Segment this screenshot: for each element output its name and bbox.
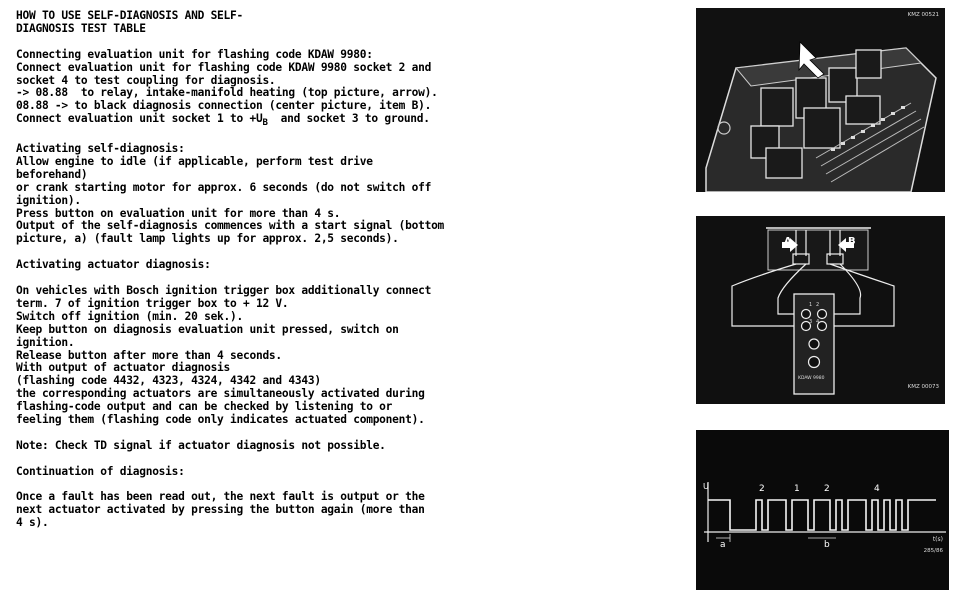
text-line [16,517,496,530]
text-line-content: (flashing code 4432, 4323, 4324, 4342 and 4343) [16,374,321,388]
x-axis-label: t(s) [932,536,943,543]
pin-label: 3 [809,319,813,325]
pulse-count-label: 2 [824,484,830,494]
text-line-content: Keep button on diagnosis evaluation unit pressed, switch on [16,322,399,336]
text-line-content: next actuator activated by pressing the button again (more than [16,503,425,517]
text-line-content: Activating actuator diagnosis: [16,258,211,272]
instruction-text [16,10,496,530]
text-line-content: With output of actuator diagnosis [16,361,231,375]
text-line-content: On vehicles with Bosch ignition trigger box additionally connect [16,283,432,297]
text-line-content: -> 08.88 to relay, intake-manifold heating (top picture, arrow). [16,86,438,100]
y-axis-label: U [703,482,709,491]
start-signal-label: a [720,540,726,550]
pin-label: 4 [816,319,820,325]
relay-box-photo [696,8,945,192]
text-line-content: 08.88 -> to black diagnosis connection (center picture, item B). [16,99,432,113]
text-line-content: Connect evaluation unit for flashing code KDAW 9980 socket 2 and [16,60,432,74]
text-line-content: feeling them (flashing code only indicates actuated component). [16,413,425,427]
pulse-count-label: 1 [794,484,800,494]
pin-label: 1 [809,302,813,308]
pin-label: 2 [816,302,820,308]
figure-code: 285/86 [923,548,943,554]
device-label: KDAW 9980 [798,376,825,381]
text-line-content: Switch off ignition (min. 20 sek.). [16,309,243,323]
text-line-content: 4 s). [16,516,49,530]
text-line-content: Connecting evaluation unit for flashing code KDAW 9980: [16,47,373,61]
text-line-content: HOW TO USE SELF-DIAGNOSIS AND SELF- [16,9,243,22]
pulse-label: b [824,540,830,550]
text-line [16,182,496,195]
text-line-content: ignition. [16,335,75,349]
text-line [16,440,496,453]
relay-box-illustration [696,8,945,192]
text-line-content: ignition). [16,193,81,207]
text-line-content: flashing-code output and can be checked by listening to or [16,400,393,414]
figure-code: KMZ 00073 [907,384,939,390]
text-line-content: DIAGNOSIS TEST TABLE [16,21,146,35]
text-line-content: Release button after more than 4 seconds. [16,348,282,362]
text-line [16,414,496,427]
text-line-content: Allow engine to idle (if applicable, perform test drive [16,154,373,168]
signal-waveform [696,430,949,590]
text-line-content: Connect evaluation unit socket 1 to +U [16,112,263,126]
text-line-content: Once a fault has been read out, the next fault is output or the [16,490,425,504]
text-line-content: Continuation of diagnosis: [16,464,185,478]
supply-suffix: and socket 3 to ground. [267,112,430,126]
text-line-content: beforehand) [16,167,88,181]
text-line-content: picture, a) (fault lamp lights up for approx. 2,5 seconds). [16,232,399,246]
supply-subscript: B [262,118,268,129]
connector-b-label: B [848,236,856,247]
text-line-content: Activating self-diagnosis: [16,142,185,156]
text-line [16,259,496,272]
figure-code: KMZ 00521 [907,12,939,18]
text-line [16,504,496,517]
text-line-content: Note: Check TD signal if actuator diagnosis not possible. [16,438,386,452]
text-line [16,233,496,246]
text-line [16,23,496,36]
text-line-content: socket 4 to test coupling for diagnosis. [16,73,276,87]
text-line [16,466,496,479]
text-line-content: term. 7 of ignition trigger box to + 12 V. [16,296,289,310]
pulse-count-label: 2 [759,484,765,494]
text-line [16,156,496,169]
text-line-content: the corresponding actuators are simultaneously activated during [16,387,425,401]
text-line [16,113,496,130]
pulse-count-label: 4 [874,484,880,494]
connector-a-label: A [784,236,792,247]
text-line-content: Output of the self-diagnosis commences with a start signal (bottom [16,219,445,233]
flash-code-signal-diagram [696,430,949,590]
text-line-content: Press button on evaluation unit for more than 4 s. [16,206,341,220]
text-line [16,324,496,337]
diagnosis-connection-photo [696,216,945,404]
text-line-content: or crank starting motor for approx. 6 seconds (do not switch off [16,180,432,194]
